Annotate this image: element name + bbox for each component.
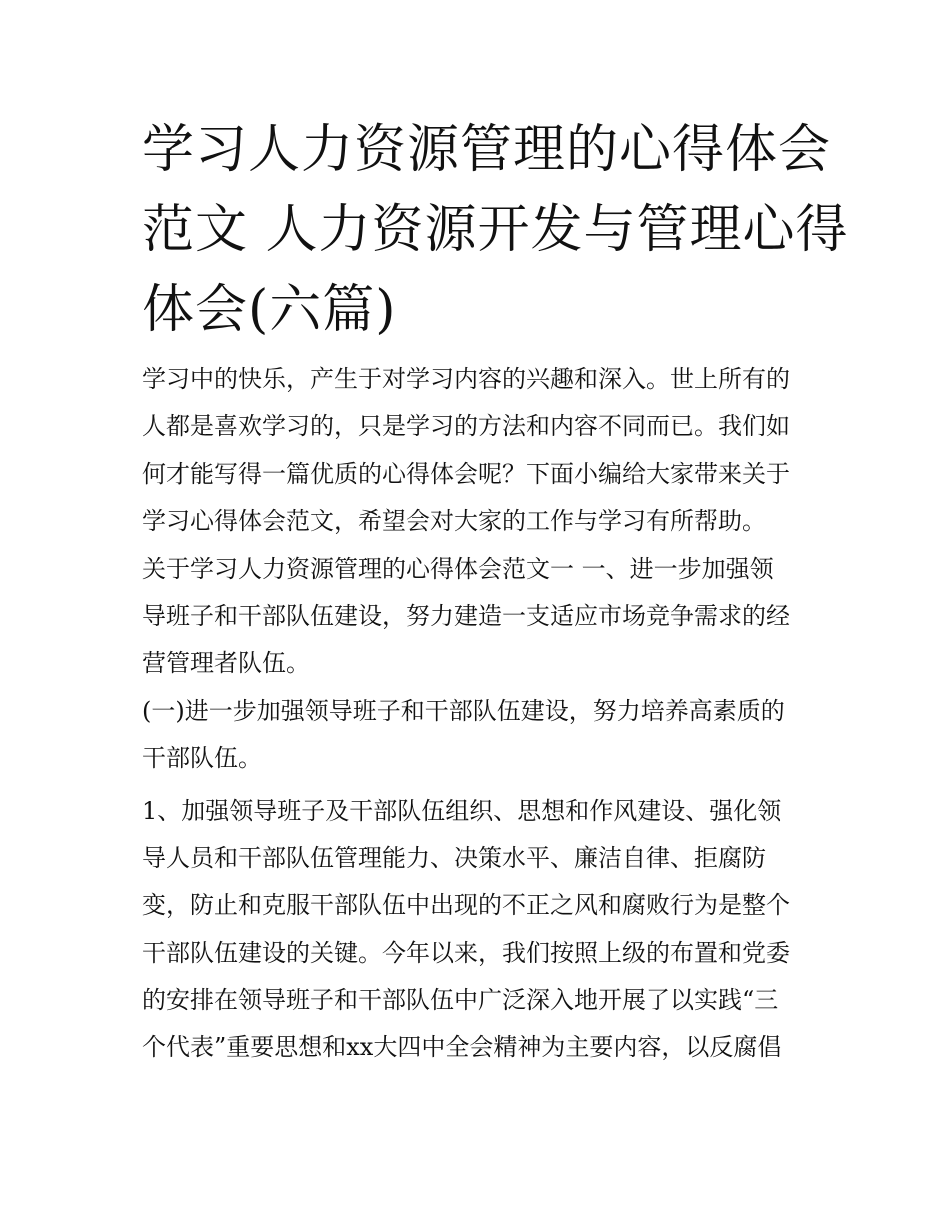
body-line: 关于学习人力资源管理的心得体会范文一 一、进一步加强领 xyxy=(142,554,774,583)
body-line: 个代表”重要思想和xx大四中全会精神为主要内容，以反腐倡 xyxy=(142,1033,782,1062)
body-line: 的安排在领导班子和干部队伍中广泛深入地开展了以实践“三 xyxy=(142,986,779,1015)
body-line: 营管理者队伍。 xyxy=(142,649,310,678)
body-line: (一)进一步加强领导班子和干部队伍建设，努力培养高素质的 xyxy=(142,696,785,725)
title-line: 学习人力资源管理的心得体会 xyxy=(142,120,832,180)
body-line: 1、加强领导班子及干部队伍组织、思想和作风建设、强化领 xyxy=(142,796,782,825)
body-line: 变，防止和克服干部队伍中出现的不正之风和腐败行为是整个 xyxy=(142,891,790,920)
body-line: 何才能写得一篇优质的心得体会呢？下面小编给大家带来关于 xyxy=(142,459,790,488)
document-body xyxy=(142,356,822,1072)
title-line: 范文 人力资源开发与管理心得 xyxy=(142,200,849,260)
body-line: 导人员和干部队伍管理能力、决策水平、廉洁自律、拒腐防 xyxy=(142,843,766,872)
body-line: 导班子和干部队伍建设，努力建造一支适应市场竞争需求的经 xyxy=(142,601,790,630)
document-title xyxy=(142,110,849,350)
body-line: 学习心得体会范文，希望会对大家的工作与学习有所帮助。 xyxy=(142,507,766,536)
body-line: 干部队伍。 xyxy=(142,744,262,773)
body-line: 干部队伍建设的关键。今年以来，我们按照上级的布置和党委 xyxy=(142,938,790,967)
title-line: 体会(六篇) xyxy=(142,280,397,340)
body-line: 人都是喜欢学习的，只是学习的方法和内容不同而已。我们如 xyxy=(142,412,790,441)
body-line: 学习中的快乐，产生于对学习内容的兴趣和深入。世上所有的 xyxy=(142,365,790,393)
